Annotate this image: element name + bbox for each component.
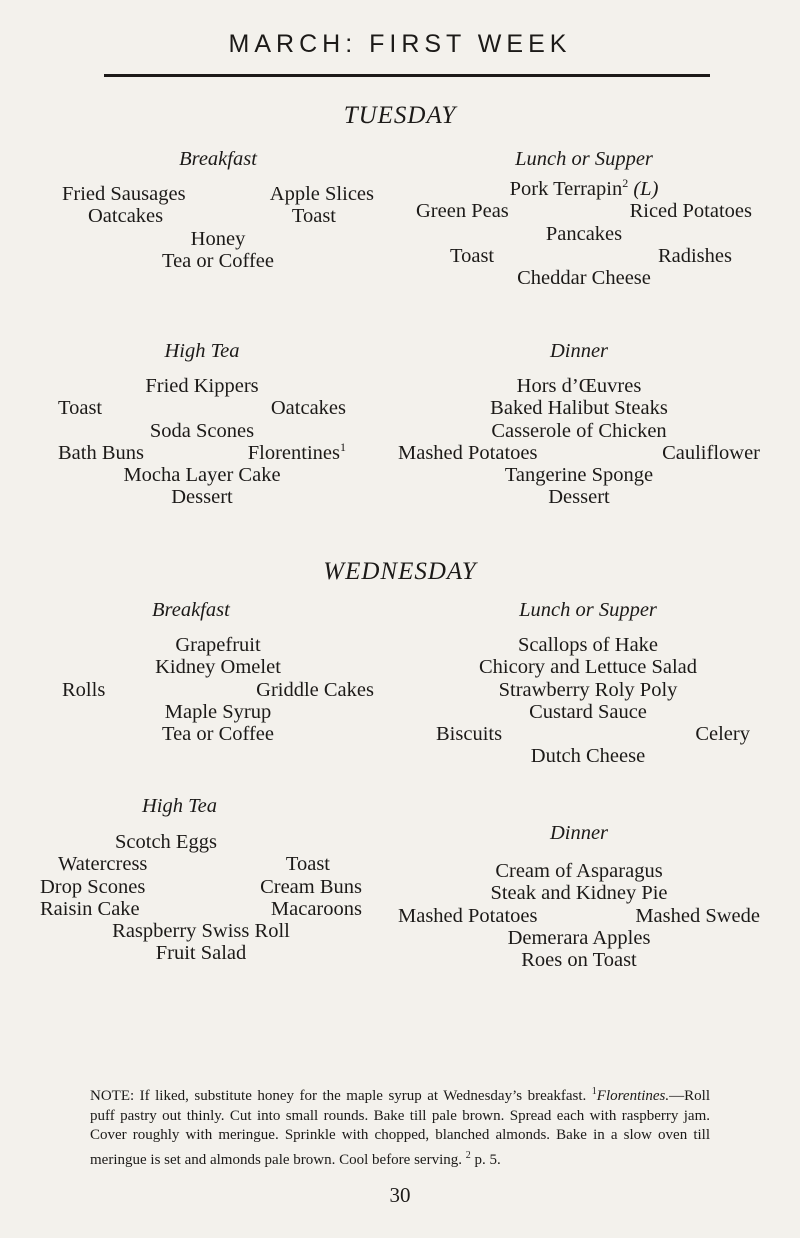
menu-line: Fried Sausages Apple Slices: [62, 183, 374, 206]
menu-line: Strawberry Roly Poly: [498, 678, 678, 701]
menu-line: Tea or Coffee: [161, 723, 275, 746]
menu-line: Drop Scones Cream Buns: [40, 875, 362, 898]
footnote-2-mark: 2: [465, 1149, 471, 1161]
footnote-1-term: Florentines.: [596, 1088, 670, 1104]
page-number: 30: [389, 1183, 411, 1207]
menu-line: Hors d’Œuvres: [516, 375, 642, 398]
menu-line: Scotch Eggs: [115, 831, 217, 854]
menu-line: Fruit Salad: [155, 942, 247, 965]
menu-line: Mocha Layer Cake: [123, 464, 281, 487]
menu-line: Mashed Potatoes Mashed Swede: [398, 904, 760, 927]
menu-line: Green Peas Riced Potatoes: [416, 200, 752, 223]
menu-line: Custard Sauce: [529, 700, 647, 723]
menu-line: Cream of Asparagus: [495, 860, 663, 883]
menu-line: Maple Syrup: [164, 700, 272, 723]
tuesday-breakfast: [62, 148, 374, 272]
menu-line: Dutch Cheese: [530, 745, 646, 768]
menu-line: Demerara Apples: [507, 926, 651, 949]
menu-line: Fried Kippers: [145, 375, 259, 398]
menu-line: Toast Oatcakes: [58, 397, 346, 420]
menu-line: Roes on Toast: [521, 949, 637, 972]
wednesday-lunch-supper: [422, 599, 754, 767]
note-text: NOTE: If liked, substitute honey for the maple syrup at Wednesday’s breakfast.: [90, 1088, 587, 1104]
menu-line: Watercress Toast: [58, 853, 330, 876]
meal-heading: Breakfast: [179, 148, 257, 170]
menu-line: Cheddar Cheese: [517, 267, 651, 290]
menu-line: Bath Buns Florentines$^1$: [58, 439, 346, 464]
menu-line: Dessert: [171, 486, 233, 509]
wednesday-breakfast: [62, 599, 374, 745]
menu-line: Baked Halibut Steaks: [490, 397, 668, 420]
meal-heading: Breakfast: [152, 599, 230, 621]
menu-line: Chicory and Lettuce Salad: [478, 656, 698, 679]
day-title-tuesday: TUESDAY: [343, 102, 457, 129]
footnote-2-text: p. 5.: [474, 1151, 501, 1168]
meal-heading: Dinner: [549, 340, 609, 362]
menu-line: Casserole of Chicken: [491, 419, 667, 442]
tuesday-lunch-supper: [416, 148, 752, 289]
menu-line: Pancakes: [545, 222, 623, 245]
menu-line: Steak and Kidney Pie: [490, 882, 668, 905]
meal-heading: Lunch or Supper: [515, 148, 653, 170]
menu-line: Biscuits Celery: [436, 723, 750, 746]
wednesday-dinner: [398, 822, 760, 971]
menu-line: Scallops of Hake: [517, 634, 659, 657]
wednesday-high-tea: [40, 795, 362, 964]
menu-line: Kidney Omelet: [155, 656, 281, 679]
menu-line: Dessert: [548, 486, 610, 509]
meal-heading: Dinner: [549, 822, 609, 844]
menu-line: Raspberry Swiss Roll: [112, 920, 290, 943]
meal-heading: High Tea: [142, 795, 217, 817]
day-title-wednesday: WEDNESDAY: [323, 558, 477, 585]
menu-line: Rolls Griddle Cakes: [62, 678, 374, 701]
menu-line: Toast Radishes: [450, 244, 732, 267]
header-rule: [104, 74, 710, 77]
menu-line: Tea or Coffee: [161, 249, 275, 272]
menu-line: Grapefruit: [175, 634, 261, 657]
footnote-1-mark: 1: [591, 1086, 597, 1097]
menu-line: Pork Terrapin$^2$ (L): [509, 176, 659, 201]
tuesday-high-tea: [58, 340, 346, 508]
meal-heading: High Tea: [164, 340, 240, 362]
footnotes: [90, 1082, 710, 1170]
menu-line: Tangerine Sponge: [504, 464, 654, 487]
meal-heading: Lunch or Supper: [519, 599, 657, 621]
menu-line: Mashed Potatoes Cauliflower: [398, 441, 760, 464]
footnote-1-text: —Roll puff pastry out thinly. Cut into small rounds. Bake till pale brown. Spread each with raspberry jam. Cover roughly with meringue. Sprinkle with chopped, blanched almonds. Bake in a slow oven till meringue is set and almonds pale brown. Cool before serving.: [90, 1088, 710, 1168]
menu-line: Oatcakes Toast: [88, 205, 336, 228]
menu-line: Honey: [190, 227, 246, 250]
menu-line: Raisin Cake Macaroons: [40, 897, 362, 920]
menu-line: Soda Scones: [149, 419, 255, 442]
tuesday-dinner: [398, 340, 760, 508]
running-header: MARCH: FIRST WEEK: [228, 30, 572, 58]
